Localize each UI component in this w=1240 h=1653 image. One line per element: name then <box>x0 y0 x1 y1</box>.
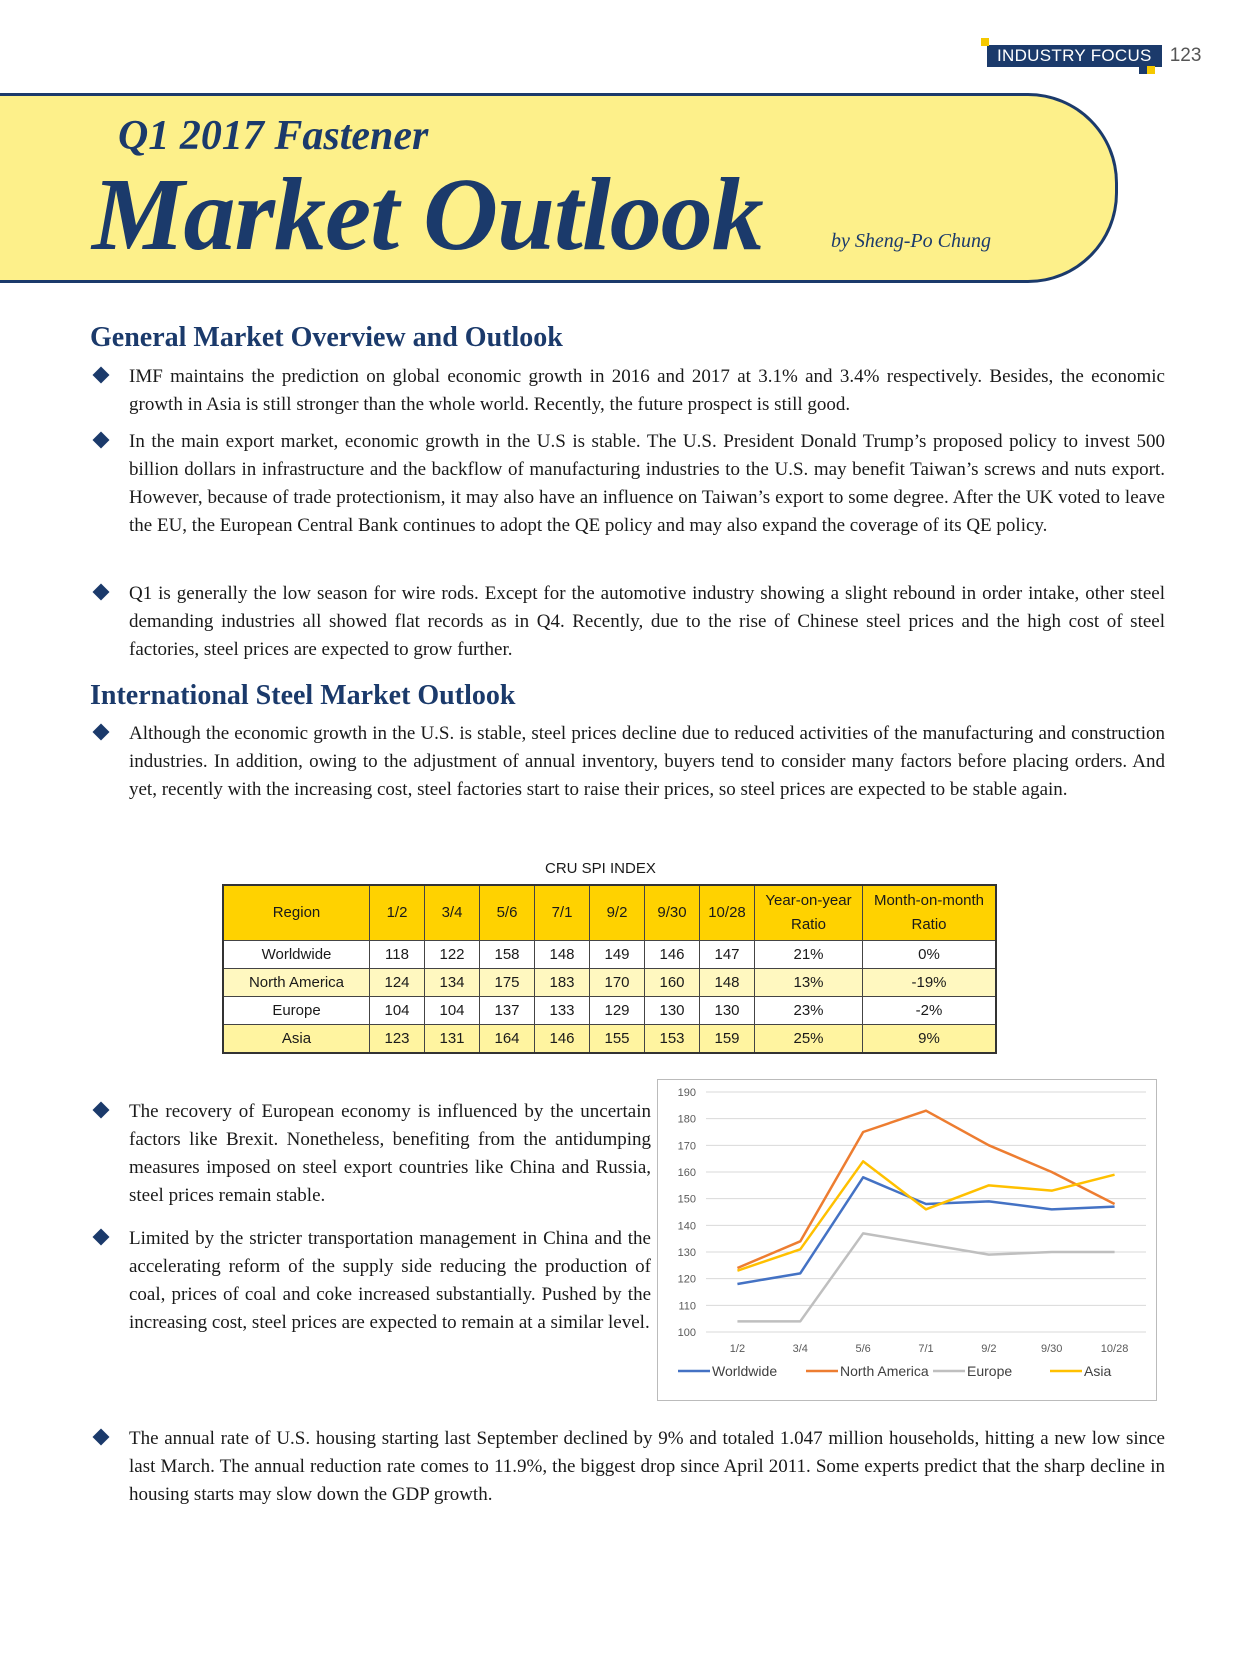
table-cell: 183 <box>535 969 590 997</box>
series-line-europe <box>737 1233 1114 1321</box>
col-header: 9/30 <box>645 885 700 941</box>
y-tick-label: 160 <box>677 1167 696 1179</box>
list-item: Although the economic growth in the U.S. is stable, steel prices decline due to reduced activities of the manufacturing and construction industries. In addition, owing to the adjustment of annual inventory, buyers tend to consider many factors before placing orders. And yet, recently with the increasing cost, steel factories start to raise their prices, so steel prices are expected to be stable again. <box>95 720 1165 804</box>
col-header: 10/28 <box>700 885 755 941</box>
col-header-yoy: Year-on-year Ratio <box>755 885 863 941</box>
section-heading-steel: International Steel Market Outlook <box>90 680 516 711</box>
mom-cell: -19% <box>863 969 997 997</box>
table-cell: 122 <box>425 941 480 969</box>
x-tick-label: 1/2 <box>729 1343 746 1355</box>
section-label: INDUSTRY FOCUS <box>987 45 1162 67</box>
table-cell: 164 <box>480 1025 535 1054</box>
yoy-cell: 25% <box>755 1025 863 1054</box>
y-tick-label: 180 <box>677 1113 696 1126</box>
col-header: 7/1 <box>535 885 590 941</box>
y-tick-label: 170 <box>677 1140 696 1153</box>
x-tick-label: 9/30 <box>1041 1343 1063 1355</box>
decor-square <box>1147 66 1155 74</box>
table-cell: 104 <box>425 997 480 1025</box>
yoy-cell: 23% <box>755 997 863 1025</box>
y-tick-label: 140 <box>677 1220 696 1233</box>
table-cell: 137 <box>480 997 535 1025</box>
mom-cell: 0% <box>863 941 997 969</box>
table-cell: 170 <box>590 969 645 997</box>
table-row <box>223 1025 996 1054</box>
list-item: Q1 is generally the low season for wire rods. Except for the automotive industry showing a slight rebound in order intake, other steel demanding industries all showed flat records as in Q4. Recently, due to the rise of Chinese steel prices and the high cost of steel factories, steel prices are expected to grow further. <box>95 580 1165 664</box>
region-cell: Asia <box>223 1025 370 1054</box>
table-cell: 129 <box>590 997 645 1025</box>
legend-label: Europe <box>967 1363 1013 1379</box>
page-number: 123 <box>1169 45 1202 66</box>
col-header: 5/6 <box>480 885 535 941</box>
table-cell: 147 <box>700 941 755 969</box>
mom-cell: 9% <box>863 1025 997 1054</box>
x-tick-label: 5/6 <box>855 1343 871 1355</box>
mom-cell: -2% <box>863 997 997 1025</box>
cru-spi-table <box>222 884 997 1054</box>
region-cell: Worldwide <box>223 941 370 969</box>
col-header: 1/2 <box>370 885 425 941</box>
list-item: In the main export market, economic growth in the U.S is stable. The U.S. President Donald Trump’s proposed policy to invest 500 billion dollars in infrastructure and the backflow of manufacturing industries to the U.S. may benefit Taiwan’s screws and nuts export. However, because of trade protectionism, it may also have an influence on Taiwan’s export to some degree. After the UK voted to leave the EU, the European Central Bank continues to adopt the QE policy and may also expand the coverage of its QE policy. <box>95 428 1165 540</box>
table-cell: 149 <box>590 941 645 969</box>
decor-square <box>981 38 989 46</box>
list-item: The recovery of European economy is influenced by the uncertain factors like Brexit. Nonetheless, benefiting from the antidumping measures imposed on steel export countries like China and Russia, steel prices remain stable. <box>95 1098 651 1210</box>
y-tick-label: 150 <box>677 1193 696 1206</box>
table-cell: 146 <box>645 941 700 969</box>
table-row <box>223 997 996 1025</box>
table-row <box>223 969 996 997</box>
table-cell: 130 <box>700 997 755 1025</box>
table-cell: 155 <box>590 1025 645 1054</box>
legend-label: North America <box>840 1363 929 1379</box>
x-tick-label: 10/28 <box>1100 1343 1129 1355</box>
legend-label: Asia <box>1084 1363 1112 1379</box>
line-chart <box>657 1079 1157 1401</box>
table-cell: 159 <box>700 1025 755 1054</box>
list-item: IMF maintains the prediction on global economic growth in 2016 and 2017 at 3.1% and 3.4% respectively. Besides, the economic growth in Asia is still stronger than the whole world. Recently, the future prospect is still good. <box>95 363 1165 419</box>
legend-label: Worldwide <box>712 1363 778 1379</box>
table-header-row <box>223 885 996 941</box>
table-cell: 118 <box>370 941 425 969</box>
x-tick-label: 9/2 <box>981 1343 997 1355</box>
table-cell: 123 <box>370 1025 425 1054</box>
yoy-cell: 21% <box>755 941 863 969</box>
y-tick-label: 120 <box>677 1273 696 1286</box>
x-tick-label: 3/4 <box>792 1343 808 1355</box>
y-tick-label: 110 <box>678 1300 696 1313</box>
series-line-asia <box>737 1161 1114 1270</box>
table-cell: 131 <box>425 1025 480 1054</box>
col-header: 9/2 <box>590 885 645 941</box>
decor-square <box>1139 66 1147 74</box>
region-cell: Europe <box>223 997 370 1025</box>
region-cell: North America <box>223 969 370 997</box>
section-heading-general: General Market Overview and Outlook <box>90 322 563 353</box>
list-item: The annual rate of U.S. housing starting last September declined by 9% and totaled 1.047 million households, hitting a new low since last March. The annual reduction rate comes to 11.9%, the biggest drop since April 2011. Some experts predict that the sharp decline in housing starts may slow down the GDP growth. <box>95 1425 1165 1509</box>
col-header: 3/4 <box>425 885 480 941</box>
table-cell: 133 <box>535 997 590 1025</box>
chart-svg <box>658 1080 1156 1400</box>
y-tick-label: 130 <box>677 1247 696 1259</box>
table-cell: 158 <box>480 941 535 969</box>
x-tick-label: 7/1 <box>918 1343 934 1355</box>
table-cell: 134 <box>425 969 480 997</box>
byline: by Sheng-Po Chung <box>831 230 991 252</box>
y-tick-label: 100 <box>677 1327 696 1339</box>
section-tag <box>987 44 1201 68</box>
table-title: CRU SPI INDEX <box>545 860 656 877</box>
table-cell: 130 <box>645 997 700 1025</box>
page-title: Market Outlook <box>92 157 763 272</box>
table-cell: 148 <box>700 969 755 997</box>
table-cell: 104 <box>370 997 425 1025</box>
table-cell: 148 <box>535 941 590 969</box>
table-cell: 175 <box>480 969 535 997</box>
table-cell: 124 <box>370 969 425 997</box>
table-cell: 153 <box>645 1025 700 1054</box>
yoy-cell: 13% <box>755 969 863 997</box>
list-item: Limited by the stricter transportation management in China and the accelerating reform of the supply side reducing the production of coal, prices of coal and coke increased substantially. Pushed by the increasing cost, steel prices are expected to remain at a similar level. <box>95 1225 651 1337</box>
table-row <box>223 941 996 969</box>
series-line-worldwide <box>737 1177 1114 1284</box>
col-header: Region <box>223 885 370 941</box>
col-header-mom: Month-on-month Ratio <box>863 885 997 941</box>
y-tick-label: 190 <box>677 1087 696 1099</box>
title-line1: Q1 2017 Fastener <box>118 113 429 159</box>
table-cell: 160 <box>645 969 700 997</box>
table-cell: 146 <box>535 1025 590 1054</box>
